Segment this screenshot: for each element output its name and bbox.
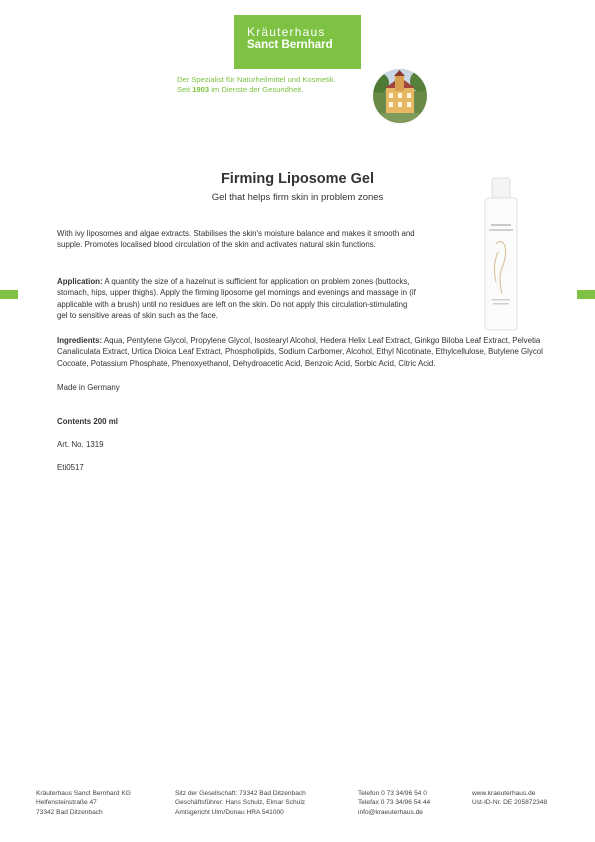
ingredients-paragraph [57, 335, 562, 369]
footer-fax: Telefax 0 73 34/96 54 44 [358, 799, 431, 807]
footer-phone: Telefon 0 73 34/96 54 0 [358, 790, 427, 797]
article-number: Art. No. 1319 [57, 440, 104, 449]
footer-line: Amtsgericht Ulm/Donau HRA 541000 [175, 808, 284, 816]
product-bottle-image [476, 174, 526, 334]
logo-line-2: Sanct Bernhard [247, 39, 333, 51]
tagline-line-2 [177, 85, 367, 95]
made-in: Made in Germany [57, 383, 120, 392]
logo-line-1: Kräuterhaus [247, 25, 326, 39]
footer-line: Geschäftsführer: Hans Schulz, Elmar Schulz [175, 799, 306, 807]
footer-web [472, 789, 547, 808]
tagline-pre: Seit [177, 85, 193, 94]
footer-email[interactable]: info@kraeuterhaus.de [358, 808, 423, 816]
right-margin-mark [577, 290, 595, 299]
ingredients-text: Aqua, Pentylene Glycol, Propylene Glycol, Isostearyl Alcohol, Hedera Helix Leaf Extract, Ginkgo Biloba Leaf Extract, Pelvetia Canaliculata Extract, Urtica Dioica Leaf Extract, Phospholipids, Sodium Carbomer, Alcohol, Ethyl Nicotinate, Ethylcellulose, Butylene Glycol Cocoate, Potassium Phosphate, Phenoxyethanol, Dehydroacetic Acid, Benzoic Acid, Sorbic Acid, Citric Acid. [57, 336, 543, 368]
footer-company [36, 789, 131, 817]
intro-paragraph: With ivy liposomes and algae extracts. Stabilises the skin's moisture balance and makes it smooth and supple. Promotes localised blood circulation of the skin and activates natural skin functions. [57, 229, 415, 250]
footer-vat-id: Ust-ID-Nr. DE 205872348 [472, 799, 548, 807]
eti-code: Eti0517 [57, 463, 84, 472]
footer-line: Sitz der Gesellschaft: 73342 Bad Ditzenbach [175, 790, 306, 797]
building-photo [373, 69, 427, 123]
application-text: A quantity the size of a hazelnut is sufficient for application on problem zones (buttocks, stomach, hips, upper thighs). Apply the firming liposome gel mornings and evenings and massage in (if applicable with a brush) until no residues are left on the skin. Do not apply this circulation-stimulating gel to sensitive areas of skin such as the face. [57, 277, 416, 321]
tagline [177, 75, 367, 95]
tagline-post: im Dienste der Gesundheit. [209, 85, 304, 94]
product-subtitle: Gel that helps firm skin in problem zones [211, 192, 384, 203]
brand-logo [234, 15, 361, 69]
application-label: Application: [57, 277, 103, 286]
contents: Contents 200 ml [57, 417, 118, 426]
footer-line: Helfensteinstraße 47 [36, 799, 97, 807]
footer-contact [358, 789, 430, 817]
application-paragraph [57, 276, 417, 322]
footer-line: Kräuterhaus Sanct Bernhard KG [36, 790, 131, 797]
left-margin-mark [0, 290, 18, 299]
product-title: Firming Liposome Gel [220, 171, 375, 187]
ingredients-label: Ingredients: [57, 336, 103, 345]
tagline-line-1: Der Spezialist für Naturheilmittel und Kosmetik. [177, 75, 336, 84]
tagline-year: 1903 [192, 85, 210, 94]
footer-line: 73342 Bad Ditzenbach [36, 808, 103, 816]
footer-legal [175, 789, 306, 817]
footer-website-link[interactable]: www.kraeuterhaus.de [472, 790, 536, 797]
